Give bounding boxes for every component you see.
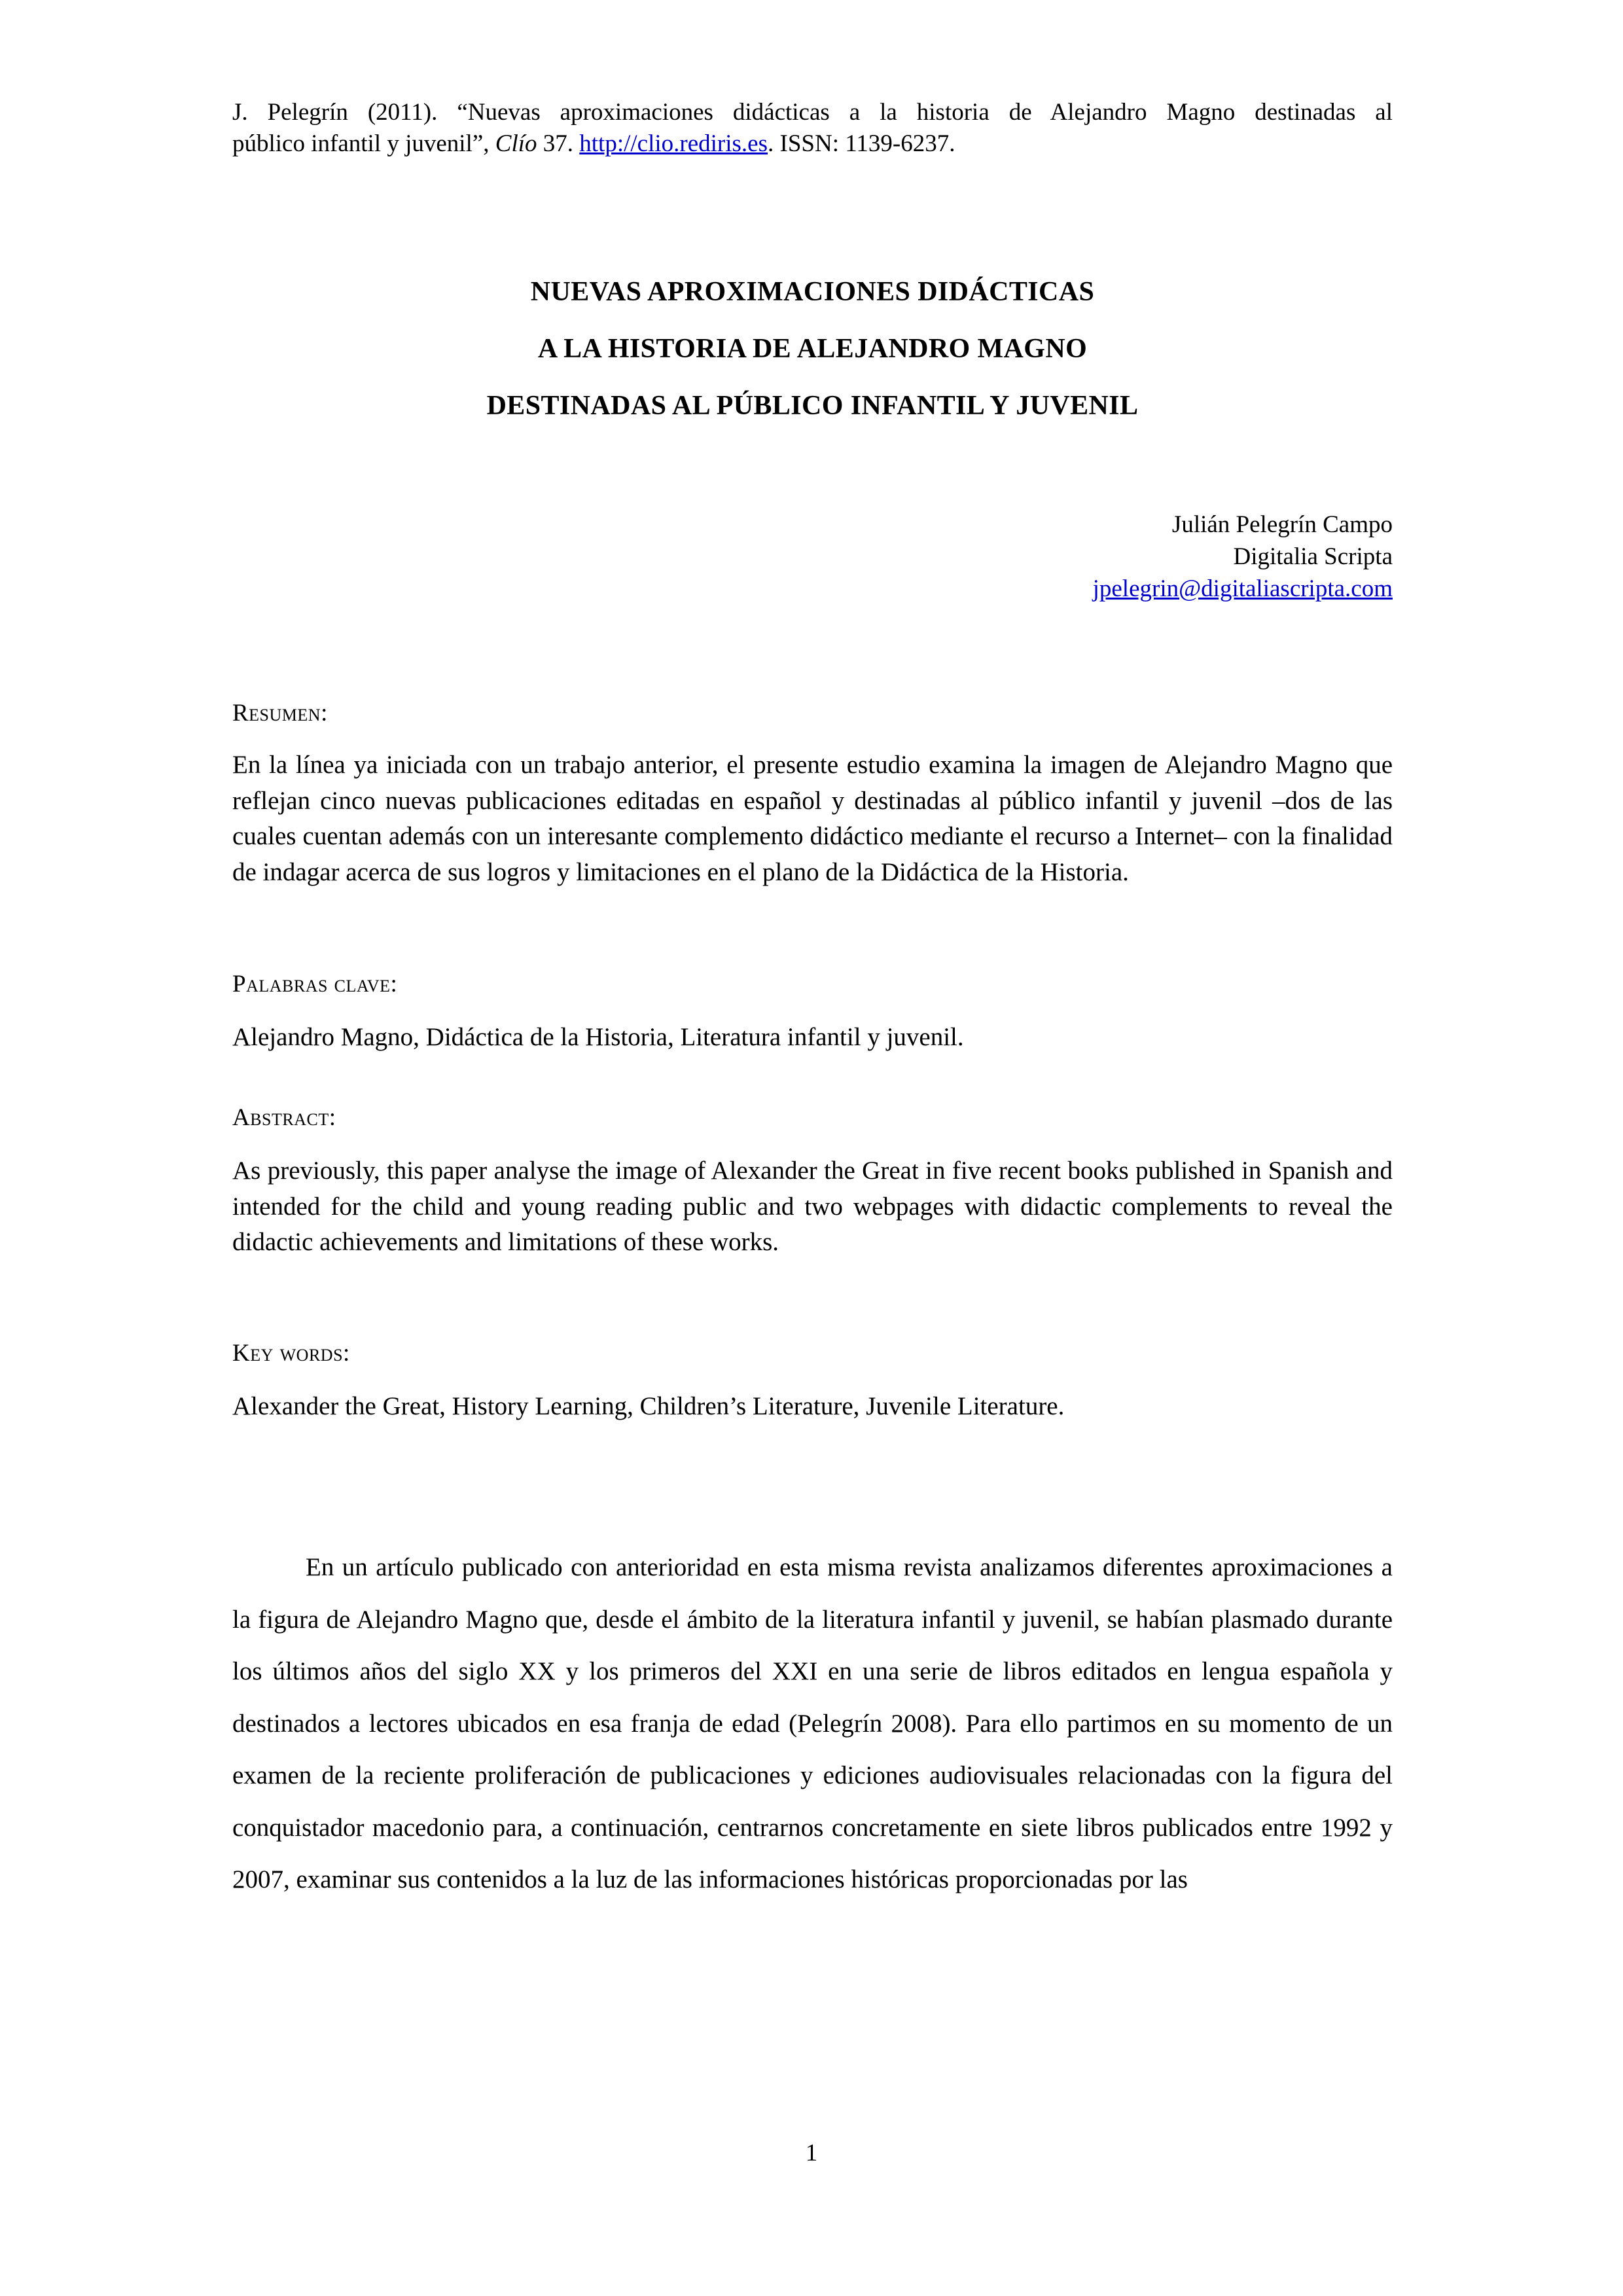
journal-name: Clío <box>495 130 537 158</box>
resumen-label: Resumen: <box>232 700 328 726</box>
author-name: Julián Pelegrín Campo <box>1171 511 1393 538</box>
page-number: 1 <box>805 2140 818 2166</box>
header-citation-text-part-2: 37. <box>537 130 580 158</box>
header-citation-text-part-1: público infantil y juvenil”, <box>232 130 495 158</box>
header-citation-line-2 <box>232 128 1393 160</box>
author-email-wrapper <box>232 573 1393 605</box>
paper-title <box>232 278 1393 420</box>
body-paragraph-1: En un artículo publicado con anterioridad en esta misma revista analizamos diferentes aproximaciones a la figura de Alejandro Magno que, desde el ámbito de la literatura infantil y juvenil, se habían plasmado durante los últimos años del siglo XX y los primeros del XXI en una serie de libros editados en lengua española y destinados a lectores ubicados en esa franja de edad (Pelegrín 2008). Para ello partimos en su momento de un examen de la reciente proliferación de publicaciones y ediciones audiovisuales relacionadas con la figura del conquistador macedonio para, a continuación, centrarnos concretamente en siete libros publicados entre 1992 y 2007, examinar sus contenidos a la luz de las informaciones históricas proporcionadas por las <box>232 1553 1393 1894</box>
abstract-body: As previously, this paper analyse the image of Alexander the Great in five recent books published in Spanish and intended for the child and young reading public and two webpages with didactic complements to reveal the didactic achievements and limitations of these works. <box>232 1157 1393 1257</box>
palabras-clave-body: Alejandro Magno, Didáctica de la Historia, Literatura infantil y juvenil. <box>232 1023 964 1051</box>
paper-title-line-3: DESTINADAS AL PÚBLICO INFANTIL Y JUVENIL <box>486 391 1139 421</box>
abstract-label: Abstract: <box>232 1104 336 1131</box>
author-block <box>232 509 1393 605</box>
header-citation-text-part-3: . ISSN: 1139-6237. <box>768 130 955 158</box>
journal-url-link[interactable]: http://clio.rediris.es <box>579 130 768 158</box>
palabras-clave-label: Palabras clave: <box>232 971 398 997</box>
key-words-label: Key words: <box>232 1340 350 1367</box>
paper-title-line-1: NUEVAS APROXIMACIONES DIDÁCTICAS <box>530 277 1095 307</box>
header-citation-line-1: J. Pelegrín (2011). “Nuevas aproximaciones didácticas a la historia de Alejandro Magno destinadas al <box>232 99 1393 126</box>
paper-title-line-2: A LA HISTORIA DE ALEJANDRO MAGNO <box>537 334 1088 364</box>
author-affiliation: Digitalia Scripta <box>1233 543 1393 570</box>
resumen-body: En la línea ya iniciada con un trabajo anterior, el presente estudio examina la imagen de Alejandro Magno que reflejan cinco nuevas publicaciones editadas en español y destinadas al público infantil y juvenil –dos de las cuales cuentan además con un interesante complemento didáctico mediante el recurso a Internet– con la finalidad de indagar acerca de sus logros y limitaciones en el plano de la Didáctica de la Historia. <box>232 751 1393 886</box>
key-words-body: Alexander the Great, History Learning, Children’s Literature, Juvenile Literature. <box>232 1392 1065 1420</box>
author-email-link[interactable]: jpelegrin@digitaliascripta.com <box>1092 575 1393 602</box>
header-citation <box>232 97 1393 160</box>
